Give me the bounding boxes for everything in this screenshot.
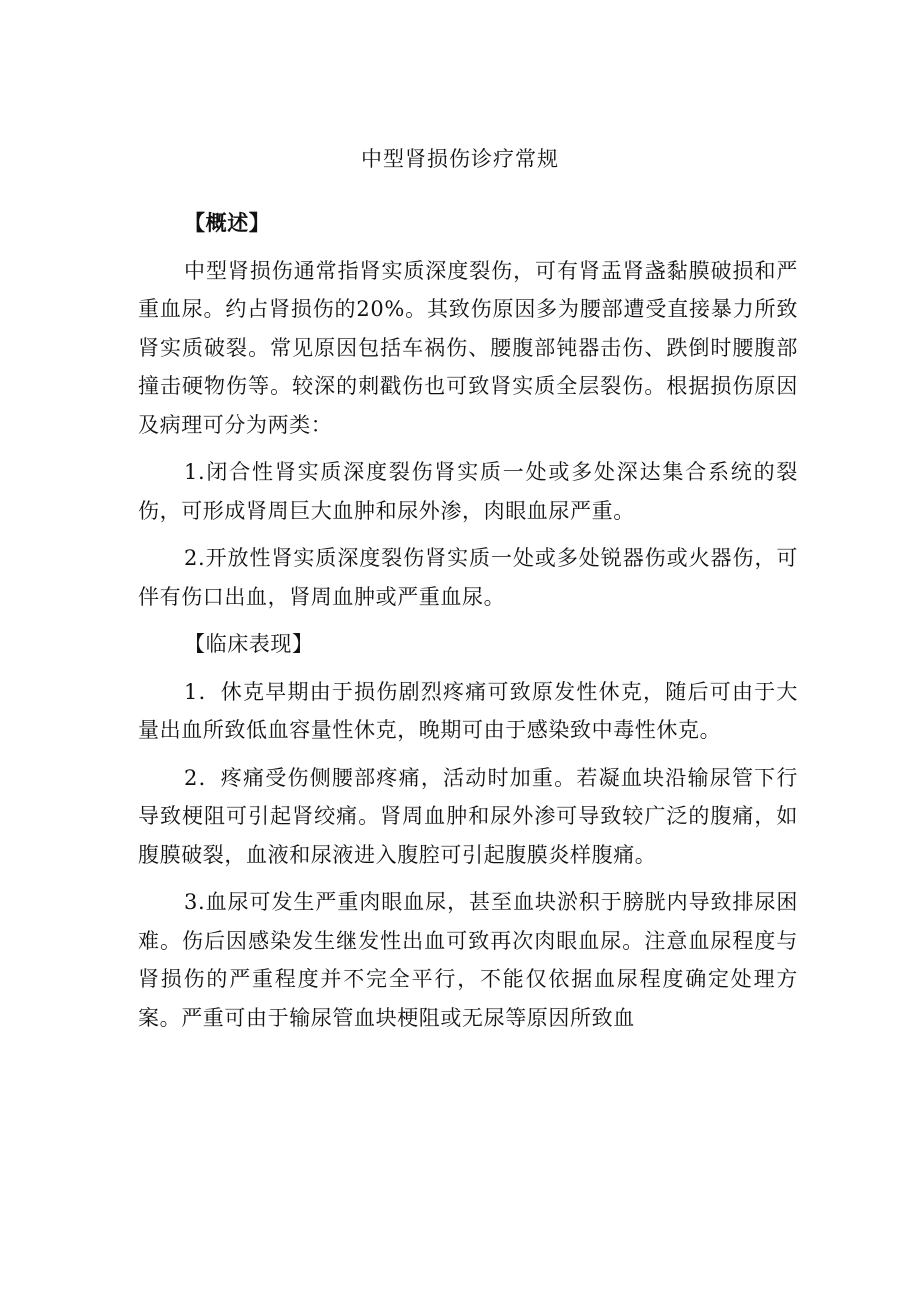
section-heading-overview: 【概述】 xyxy=(184,210,271,235)
paragraph: 1．休克早期由于损伤剧烈疼痛可致原发性休克，随后可由于大量出血所致低血容量性休克，晚期可由于感染致中毒性休克。 xyxy=(138,679,798,742)
section-clinical-manifestations xyxy=(138,625,798,1037)
paragraph: 2.开放性肾实质深度裂伤肾实质一处或多处锐器伤或火器伤，可伴有伤口出血，肾周血肿或严重血尿。 xyxy=(138,546,798,609)
paragraph: 中型肾损伤通常指肾实质深度裂伤，可有肾盂肾盏黏膜破损和严重血尿。约占肾损伤的20%。其致伤原因多为腰部遭受直接暴力所致肾实质破裂。常见原因包括车祸伤、腰腹部钝器击伤、跌倒时腰腹部撞击硬物伤等。较深的刺戳伤也可致肾实质全层裂伤。根据损伤原因及病理可分为两类： xyxy=(138,258,798,437)
document-title: 中型肾损伤诊疗常规 xyxy=(361,147,559,171)
document-body xyxy=(138,204,798,1046)
paragraph: 3.血尿可发生严重肉眼血尿，甚至血块淤积于膀胱内导致排尿困难。伤后因感染发生继发性出血可致再次肉眼血尿。注意血尿程度与肾损伤的严重程度并不完全平行，不能仅依据血尿程度确定处理方案。严重可由于输尿管血块梗阻或无尿等原因所致血 xyxy=(138,890,798,1030)
paragraph: 1.闭合性肾实质深度裂伤肾实质一处或多处深达集合系统的裂伤，可形成肾周巨大血肿和尿外渗，肉眼血尿严重。 xyxy=(138,460,798,523)
paragraph: 2．疼痛受伤侧腰部疼痛，活动时加重。若凝血块沿输尿管下行导致梗阻可引起肾绞痛。肾周血肿和尿外渗可导致较广泛的腹痛，如腹膜破裂，血液和尿液进入腹腔可引起腹膜炎样腹痛。 xyxy=(138,765,798,867)
section-overview xyxy=(138,204,798,616)
section-heading-clinical: 【临床表现】 xyxy=(184,632,314,656)
